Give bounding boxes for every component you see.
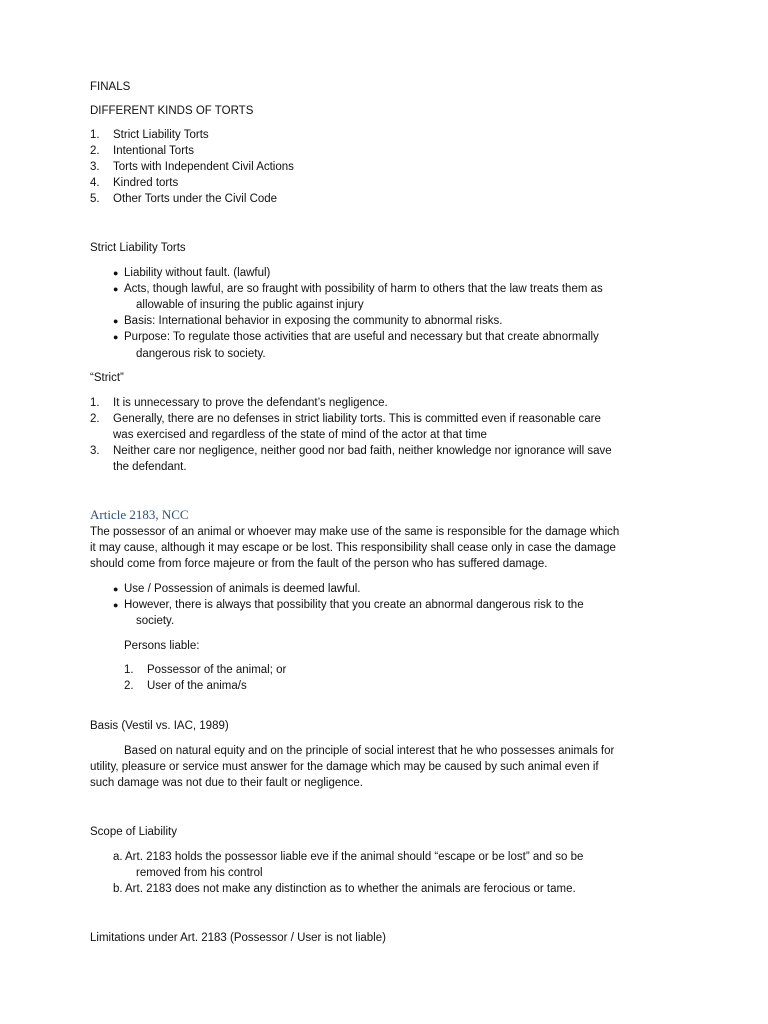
persons-liable-label: Persons liable: xyxy=(124,640,200,652)
bullet-icon: ● xyxy=(113,600,119,610)
basis-text-line: Based on natural equity and on the principle of social interest that he who possesses animals for xyxy=(124,745,615,757)
bullet-icon: ● xyxy=(113,316,119,326)
bullet-icon: ● xyxy=(113,332,119,342)
bullet-icon: ● xyxy=(113,584,119,594)
bullet-icon: ● xyxy=(113,268,119,278)
basis-text-line: such damage was not due to their fault or negligence. xyxy=(90,777,363,789)
article-text-line: should come from force majeure or from the fault of the person who has suffered damage. xyxy=(90,558,548,570)
basis-heading: Basis (Vestil vs. IAC, 1989) xyxy=(90,720,229,732)
strict-quote: “Strict” xyxy=(90,372,124,384)
basis-text-line: utility, pleasure or service must answer for the damage which may be caused by such animal even if xyxy=(90,761,599,773)
finals-label: FINALS xyxy=(90,81,131,93)
kinds-heading: DIFFERENT KINDS OF TORTS xyxy=(90,105,254,117)
article-text-line: it may cause, although it may escape or be lost. This responsibility shall cease only in case the damage xyxy=(90,542,616,554)
limitations-heading: Limitations under Art. 2183 (Possessor / User is not liable) xyxy=(90,932,386,944)
bullet-icon: ● xyxy=(113,284,119,294)
article-text-line: The possessor of an animal or whoever may make use of the same is responsible for the damage which xyxy=(90,526,620,538)
article-heading: Article 2183, NCC xyxy=(90,507,189,522)
strict-heading: Strict Liability Torts xyxy=(90,242,186,254)
scope-heading: Scope of Liability xyxy=(90,826,177,838)
document-page: FINALS DIFFERENT KINDS OF TORTS 1. Strict Liability Torts 2. Intentional Torts 3. Torts with Independent Civil Actions 4. Kindred torts 5. Other Torts under the Civil Code Strict Liability Torts ● Liability without fault. (lawful) ● Acts, though lawful, are so fraught with possibility of harm to others that the law treats them as allowable of insuring the public against injury ● Basis: International behavior in exposing the community to abnormal risks. ● Purpose: To regulate those activities that are useful and necessary but that create abnormally dangerous risk to society. “Strict” 1. It is unnecessary to prove the defendant’s negligence. 2. Generally, there are no defenses in strict liability torts. This is committed even if reasonable care was exercised and regardless of the state of mind of the actor at that time 3. Neither care nor negligence, neither good nor bad faith, neither knowledge nor ignorance will save the defendant. Article 2183, NCC The possessor of an animal or whoever may make use of the same is responsible for the damage which it may cause, although it may escape or be lost. This responsibility shall cease only in case the damage should come from force majeure or from the fault of the person who has suffered damage. ● Use / Possession of animals is deemed lawful. ● However, there is always that possibility that you create an abnormal dangerous risk to the society. Persons liable: 1. Possessor of the animal; or 2. User of the anima/s Basis (Vestil vs. IAC, 1989) Based on natural equity and on the principle of social interest that he who possesses animals for utility, pleasure or service must answer for the damage which may be caused by such animal even if such damage was not due to their fault or negligence. Scope of Liability a. Art. 2183 holds the possessor liable eve if the animal should “escape or be lost” and so be removed from his control b. Art. 2183 does not make any distinction as to whether the animals are ferocious or tame. Limitations under Art. 2183 (Possessor / User is not liable) xyxy=(90,81,620,944)
